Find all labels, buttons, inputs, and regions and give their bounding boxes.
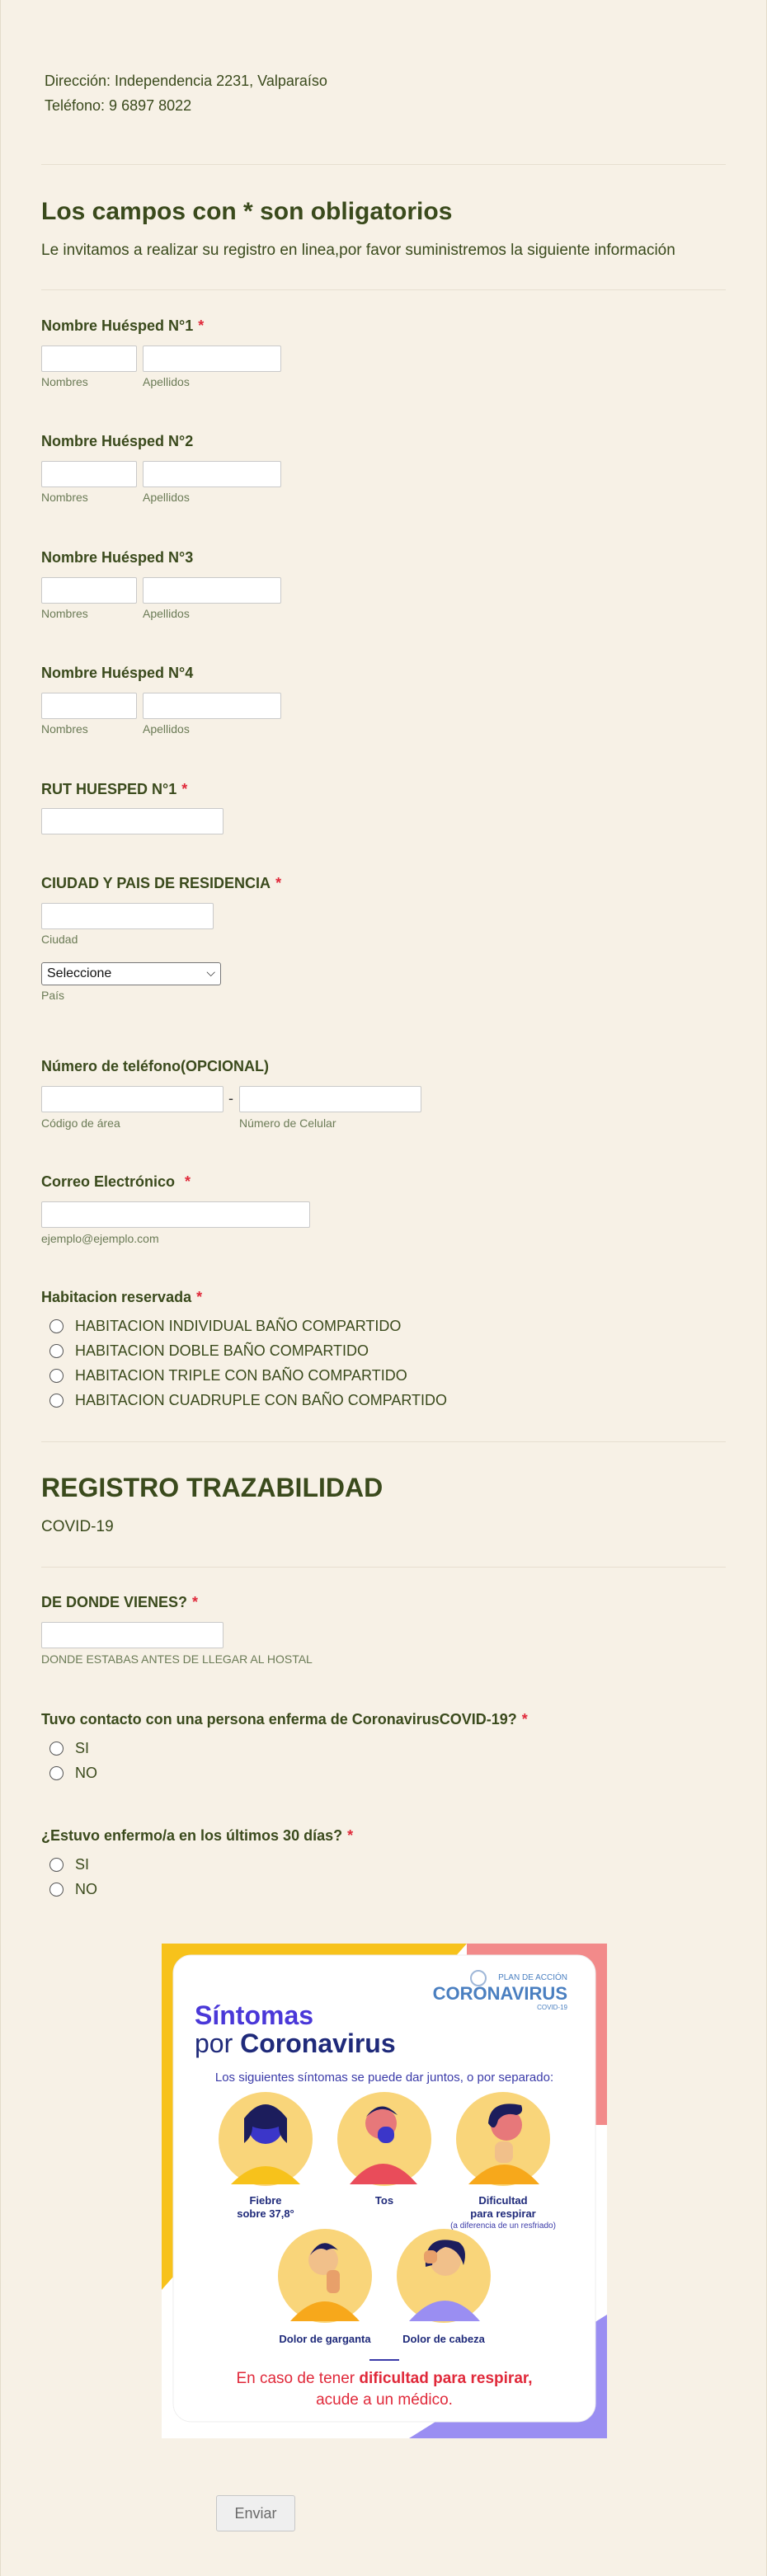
divider xyxy=(41,1567,726,1568)
poster-intro: Los siguientes síntomas se puede dar juntos, o por separado: xyxy=(214,2071,554,2085)
fever-label: Fiebre xyxy=(249,2194,282,2207)
poster-footer-b: dificultad para respirar, xyxy=(359,2370,533,2387)
email-hint: ejemplo@ejemplo.com xyxy=(41,1232,159,1245)
area-code-input[interactable] xyxy=(41,1086,224,1112)
rut-label xyxy=(41,781,187,798)
room-label-text: Habitacion reservada xyxy=(41,1289,192,1305)
guest-1-last-name-input[interactable] xyxy=(143,346,281,372)
page-subtitle: Le invitamos a realizar su registro en linea,por favor suministremos la siguiente información xyxy=(41,242,675,259)
city-input[interactable] xyxy=(41,903,214,929)
rut-input[interactable] xyxy=(41,808,224,834)
contact-question-label xyxy=(41,1711,528,1728)
radio-button[interactable] xyxy=(49,1742,64,1756)
poster-footer-line1 xyxy=(236,2370,532,2387)
poster-footer-line2: acude a un médico. xyxy=(316,2391,453,2409)
guest-4-first-name-input[interactable] xyxy=(41,693,137,719)
submit-button[interactable]: Enviar xyxy=(216,2495,295,2531)
guest-3-first-name-input[interactable] xyxy=(41,577,137,604)
origin-input[interactable] xyxy=(41,1622,224,1648)
guest-2-last-name-input[interactable] xyxy=(143,461,281,487)
cough-symptom xyxy=(337,2092,431,2186)
room-option[interactable] xyxy=(49,1366,407,1385)
radio-button[interactable] xyxy=(49,1394,64,1408)
origin-hint: DONDE ESTABAS ANTES DE LLEGAR AL HOSTAL xyxy=(41,1652,313,1666)
required-asterisk: * xyxy=(275,875,282,891)
covid-symptoms-poster xyxy=(162,1944,607,2438)
room-option-label: HABITACION CUADRUPLE CON BAÑO COMPARTIDO xyxy=(75,1391,448,1408)
guest-2-label: Nombre Huésped N°2 xyxy=(41,433,194,449)
guest-1-first-name-input[interactable] xyxy=(41,346,137,372)
breathing-label: Dificultad xyxy=(478,2194,528,2207)
headache-label: Dolor de cabeza xyxy=(402,2333,485,2345)
required-asterisk: * xyxy=(521,1711,528,1728)
required-asterisk: * xyxy=(196,1289,203,1305)
radio-button[interactable] xyxy=(49,1369,64,1383)
poster-title-coronavirus: Coronavirus xyxy=(240,2028,396,2058)
guest-2-last-hint: Apellidos xyxy=(143,491,190,504)
breathing-label-2: para respirar xyxy=(470,2207,536,2220)
divider xyxy=(41,289,726,290)
mobile-number-hint: Número de Celular xyxy=(239,1116,336,1130)
room-option-label: HABITACION INDIVIDUAL BAÑO COMPARTIDO xyxy=(75,1317,402,1334)
poster-graphic xyxy=(162,1944,607,2438)
residence-label-text: CIUDAD Y PAIS DE RESIDENCIA xyxy=(41,875,271,891)
sick-option-label: NO xyxy=(75,1880,97,1897)
address-text: Dirección: Independencia 2231, Valparaíso xyxy=(45,73,327,89)
phone-separator: - xyxy=(228,1090,233,1107)
contact-question-text: Tuvo contacto con una persona enferma de CoronavirusCOVID-19? xyxy=(41,1711,517,1728)
poster-footer-a: En caso de tener xyxy=(236,2370,360,2387)
country-hint: País xyxy=(41,989,65,1002)
sick-question-label xyxy=(41,1827,353,1845)
sore-throat-symptom xyxy=(278,2229,372,2323)
room-option[interactable] xyxy=(49,1390,447,1410)
fever-label-2: sobre 37,8° xyxy=(237,2207,294,2220)
guest-1-last-hint: Apellidos xyxy=(143,375,190,388)
page-title: Los campos con * son obligatorios xyxy=(41,198,453,225)
contact-option-no[interactable] xyxy=(49,1763,97,1783)
guest-3-last-hint: Apellidos xyxy=(143,607,190,620)
sick-question-text: ¿Estuvo enfermo/a en los últimos 30 días? xyxy=(41,1827,343,1844)
country-select-value: Seleccione xyxy=(47,966,112,980)
cough-label: Tos xyxy=(374,2194,394,2207)
poster-brand-sub: COVID-19 xyxy=(537,2004,567,2011)
required-asterisk: * xyxy=(347,1827,354,1844)
poster-title-por: por xyxy=(195,2028,241,2058)
divider xyxy=(41,1441,726,1442)
fever-symptom xyxy=(219,2092,313,2186)
guest-3-label: Nombre Huésped N°3 xyxy=(41,549,194,566)
sick-option-label: SI xyxy=(75,1855,90,1873)
poster-title-line1: Síntomas xyxy=(195,2000,314,2030)
headache-symptom xyxy=(397,2229,491,2323)
tracing-subtitle: COVID-19 xyxy=(41,1518,114,1535)
rut-label-text: RUT HUESPED N°1 xyxy=(41,781,177,797)
required-asterisk: * xyxy=(181,781,188,797)
poster-brand-text: CORONAVIRUS xyxy=(432,1983,567,2004)
poster-plan-text: PLAN DE ACCIÓN xyxy=(498,1973,567,1982)
radio-button[interactable] xyxy=(49,1858,64,1872)
room-option[interactable] xyxy=(49,1341,369,1361)
sick-option-no[interactable] xyxy=(49,1879,97,1899)
required-asterisk: * xyxy=(198,317,205,334)
breathing-symptom xyxy=(456,2092,550,2186)
origin-label xyxy=(41,1594,198,1611)
country-select[interactable] xyxy=(41,962,221,985)
email-input[interactable] xyxy=(41,1201,310,1228)
tracing-title: REGISTRO TRAZABILIDAD xyxy=(41,1473,384,1502)
radio-button[interactable] xyxy=(49,1344,64,1358)
email-label-text: Correo Electrónico xyxy=(41,1173,176,1190)
guest-3-first-hint: Nombres xyxy=(41,607,88,620)
guest-4-label: Nombre Huésped N°4 xyxy=(41,665,194,681)
phone-text: Teléfono: 9 6897 8022 xyxy=(45,97,192,114)
radio-button[interactable] xyxy=(49,1319,64,1333)
phone-label: Número de teléfono(OPCIONAL) xyxy=(41,1058,270,1074)
room-option[interactable] xyxy=(49,1316,401,1336)
contact-option-si[interactable] xyxy=(49,1738,89,1758)
required-asterisk: * xyxy=(192,1594,199,1610)
guest-4-last-name-input[interactable] xyxy=(143,693,281,719)
mobile-number-input[interactable] xyxy=(239,1086,421,1112)
contact-option-label: NO xyxy=(75,1764,97,1781)
room-option-label: HABITACION TRIPLE CON BAÑO COMPARTIDO xyxy=(75,1366,407,1384)
area-code-hint: Código de área xyxy=(41,1116,120,1130)
guest-2-first-hint: Nombres xyxy=(41,491,88,504)
guest-3-last-name-input[interactable] xyxy=(143,577,281,604)
origin-label-text: DE DONDE VIENES? xyxy=(41,1594,188,1610)
divider xyxy=(41,164,726,165)
contact-option-label: SI xyxy=(75,1739,90,1756)
guest-4-last-hint: Apellidos xyxy=(143,722,190,736)
poster-title-line2 xyxy=(195,2028,396,2058)
required-asterisk: * xyxy=(185,1173,191,1190)
guest-1-label xyxy=(41,317,204,335)
room-option-label: HABITACION DOBLE BAÑO COMPARTIDO xyxy=(75,1342,369,1359)
room-label xyxy=(41,1289,202,1306)
sick-option-si[interactable] xyxy=(49,1854,89,1874)
sore-throat-label: Dolor de garganta xyxy=(279,2333,371,2345)
guest-4-first-hint: Nombres xyxy=(41,722,88,736)
guest-1-first-hint: Nombres xyxy=(41,375,88,388)
chevron-down-icon: ⌵ xyxy=(206,966,215,979)
radio-button[interactable] xyxy=(49,1766,64,1780)
email-label xyxy=(41,1173,191,1191)
guest-2-first-name-input[interactable] xyxy=(41,461,137,487)
breathing-note: (a diferencia de un resfriado) xyxy=(450,2221,556,2230)
radio-button[interactable] xyxy=(49,1883,64,1897)
city-hint: Ciudad xyxy=(41,933,78,946)
residence-label xyxy=(41,875,281,892)
guest-1-label-text: Nombre Huésped N°1 xyxy=(41,317,194,334)
